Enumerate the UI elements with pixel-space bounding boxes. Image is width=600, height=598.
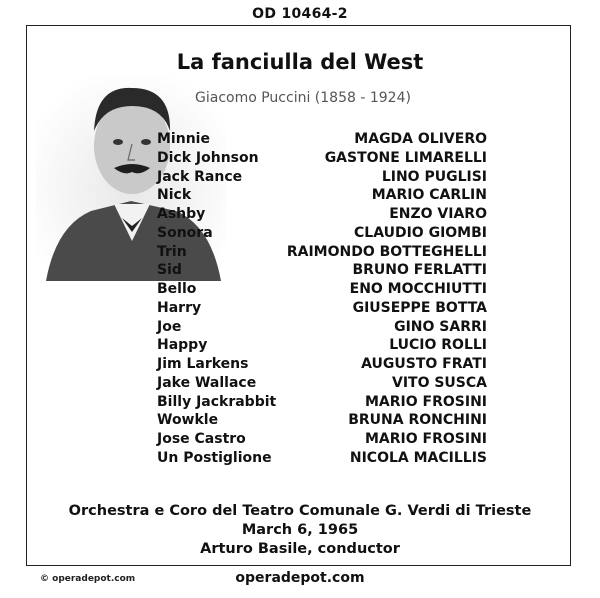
role: Minnie (157, 131, 210, 147)
role: Sid (157, 262, 182, 279)
cast-row (157, 374, 487, 393)
cast-list (157, 130, 487, 468)
cast-row (157, 355, 487, 374)
role: Jake Wallace (157, 374, 257, 391)
cast-row (157, 393, 487, 412)
singer: GINO SARRI (394, 318, 487, 335)
composer: Giacomo Puccini (1858 - 1924) (195, 90, 411, 106)
singer: LINO PUGLISI (381, 168, 487, 185)
cast-row (157, 168, 487, 187)
role: Jose Castro (157, 431, 246, 447)
singer: BRUNO FERLATTI (352, 262, 487, 279)
performance-date: March 6, 1965 (241, 522, 359, 538)
orchestra-credit: Orchestra e Coro del Teatro Comunale G. Verdi di Trieste (68, 503, 532, 519)
singer: MARIO CARLIN (371, 187, 487, 204)
singer: NICOLA MACILLIS (349, 449, 487, 466)
cast-row (157, 186, 487, 205)
role: Un Postiglione (157, 449, 272, 466)
cast-row (157, 280, 487, 299)
role: Harry (157, 299, 202, 316)
role: Happy (157, 337, 208, 354)
cast-row (157, 318, 487, 337)
singer: MAGDA OLIVERO (354, 131, 487, 147)
cast-row (157, 336, 487, 355)
copyright-notice: © operadepot.com (40, 574, 136, 584)
singer: CLAUDIO GIOMBI (354, 224, 487, 241)
role: Joe (157, 318, 182, 335)
role: Dick Johnson (157, 149, 259, 166)
singer: ENO MOCCHIUTTI (349, 281, 487, 297)
cast-row (157, 243, 487, 262)
role: Sonora (157, 224, 213, 241)
role: Ashby (157, 206, 206, 222)
role: Nick (157, 187, 192, 204)
conductor-credit: Arturo Basile, conductor (200, 541, 400, 557)
singer: ENZO VIARO (389, 206, 487, 222)
cast-row (157, 449, 487, 468)
role: Trin (157, 243, 187, 260)
cast-row (157, 299, 487, 318)
singer: LUCIO ROLLI (389, 337, 487, 354)
singer: MARIO FROSINI (365, 431, 487, 447)
cast-row (157, 205, 487, 224)
singer: VITO SUSCA (391, 374, 487, 391)
catalog-number: OD 10464-2 (252, 6, 348, 22)
cast-row (157, 261, 487, 280)
singer: RAIMONDO BOTTEGHELLI (286, 243, 487, 260)
role: Bello (157, 281, 197, 297)
role: Jim Larkens (157, 356, 249, 372)
singer: AUGUSTO FRATI (361, 356, 487, 372)
singer: GIUSEPPE BOTTA (352, 299, 487, 316)
cast-row (157, 430, 487, 449)
cast-row (157, 411, 487, 430)
role: Billy Jackrabbit (157, 393, 277, 410)
cast-row (157, 149, 487, 168)
singer: BRUNA RONCHINI (348, 412, 487, 429)
singer: MARIO FROSINI (365, 393, 487, 410)
cast-row (157, 130, 487, 149)
website-url: operadepot.com (235, 570, 365, 586)
cast-row (157, 224, 487, 243)
opera-title: La fanciulla del West (176, 50, 424, 74)
role: Jack Rance (157, 168, 243, 185)
singer: GASTONE LIMARELLI (324, 149, 487, 166)
role: Wowkle (157, 412, 219, 429)
